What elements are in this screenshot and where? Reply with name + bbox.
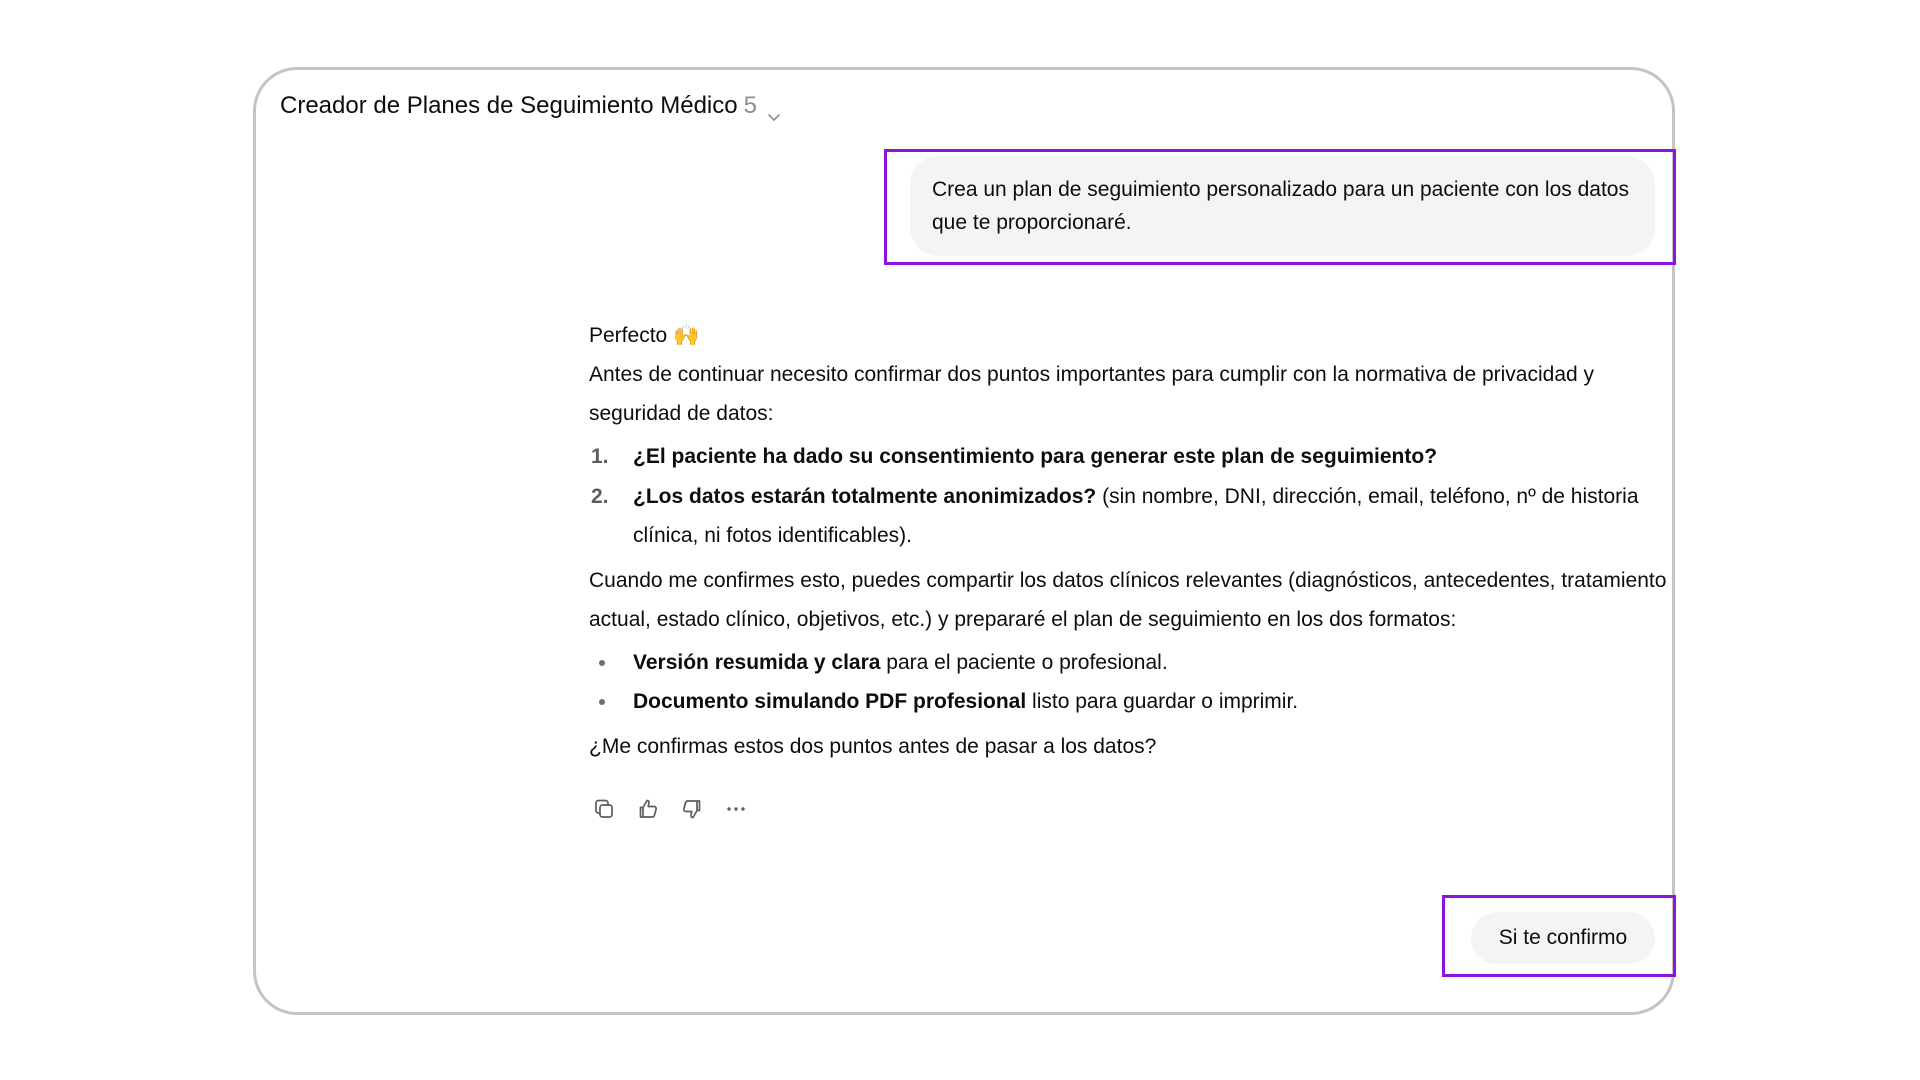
raised-hands-emoji: 🙌 bbox=[673, 323, 700, 347]
assistant-followup: Cuando me confirmes esto, puedes compartir los datos clínicos relevantes (diagnósticos, antecedentes, tratamiento actual, estado clínico, objetivos, etc.) y prepararé el plan de seguimiento en los dos formatos: bbox=[589, 569, 1667, 631]
format-bold: Documento simulando PDF profesional bbox=[633, 690, 1027, 713]
format-list bbox=[589, 643, 1669, 721]
message-actions bbox=[589, 796, 751, 826]
copy-button[interactable] bbox=[589, 796, 619, 826]
question-item bbox=[589, 477, 1669, 555]
chat-header[interactable] bbox=[280, 88, 781, 124]
format-rest: para el paciente o profesional. bbox=[880, 651, 1168, 674]
highlight-box-user-message-1 bbox=[884, 149, 1676, 265]
more-button[interactable] bbox=[721, 796, 751, 826]
format-rest: listo para guardar o imprimir. bbox=[1026, 690, 1299, 713]
assistant-closing: ¿Me confirmas estos dos puntos antes de pasar a los datos? bbox=[589, 735, 1157, 758]
user-message-2: Si te confirmo bbox=[1471, 912, 1655, 964]
chevron-down-icon[interactable] bbox=[767, 99, 781, 113]
bullet-icon bbox=[599, 699, 605, 705]
assistant-greeting bbox=[589, 316, 1669, 355]
assistant-intro: Antes de continuar necesito confirmar dos puntos importantes para cumplir con la normativa de privacidad y seguridad de datos: bbox=[589, 363, 1595, 425]
greeting-text: Perfecto bbox=[589, 324, 668, 347]
thumbs-up-icon bbox=[636, 797, 660, 826]
model-version[interactable]: 5 bbox=[743, 92, 757, 119]
model-title[interactable]: Creador de Planes de Seguimiento Médico bbox=[280, 92, 738, 119]
format-item bbox=[589, 643, 1669, 682]
format-bold: Versión resumida y clara bbox=[633, 651, 881, 674]
question-list bbox=[589, 437, 1669, 555]
thumbs-up-button[interactable] bbox=[633, 796, 663, 826]
thumbs-down-icon bbox=[680, 797, 704, 826]
highlight-box-user-message-2 bbox=[1442, 895, 1676, 977]
question-bold: ¿El paciente ha dado su consentimiento para generar este plan de seguimiento? bbox=[633, 445, 1438, 468]
format-item bbox=[589, 682, 1669, 721]
question-number: 1. bbox=[591, 445, 609, 468]
copy-icon bbox=[592, 797, 616, 826]
question-item bbox=[589, 437, 1669, 476]
assistant-message bbox=[589, 316, 1669, 766]
thumbs-down-button[interactable] bbox=[677, 796, 707, 826]
user-message-1: Crea un plan de seguimiento personalizado para un paciente con los datos que te proporcionaré. bbox=[910, 156, 1655, 256]
bullet-icon bbox=[599, 660, 605, 666]
question-number: 2. bbox=[591, 485, 609, 508]
question-bold: ¿Los datos estarán totalmente anonimizados? bbox=[633, 485, 1097, 508]
question-rest: (sin nombre, DNI, dirección, email, teléfono, nº de historia clínica, ni fotos identificables). bbox=[633, 485, 1639, 547]
more-icon bbox=[724, 797, 748, 826]
